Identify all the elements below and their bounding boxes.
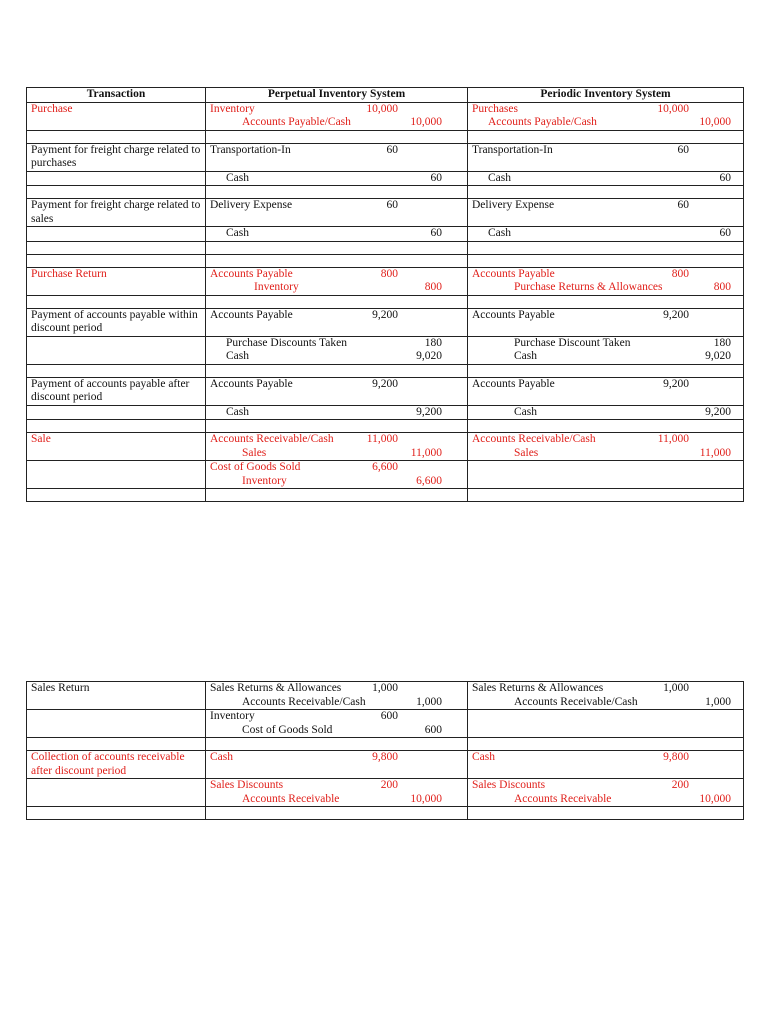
blank-row	[27, 254, 744, 267]
empty-cell	[206, 738, 468, 751]
account-name: Accounts Payable/Cash	[488, 116, 597, 128]
transaction-cell: Payment for freight charge related to purchases	[27, 143, 206, 171]
debit-amount: 6,600	[372, 461, 398, 473]
debit-amount: 9,200	[663, 308, 689, 321]
account-name: Cash	[514, 405, 537, 418]
perpetual-entry	[206, 433, 468, 461]
journal-line	[206, 793, 467, 807]
credit-amount: 1,000	[416, 695, 442, 708]
table-row	[27, 267, 744, 295]
journal-body	[27, 682, 744, 820]
journal-line	[468, 309, 743, 323]
credit-amount: 6,600	[416, 474, 442, 487]
account-name: Purchases	[472, 102, 518, 115]
journal-line	[468, 337, 743, 351]
account-name: Cash	[226, 171, 249, 184]
account-name: Cash	[210, 751, 233, 763]
journal-line	[206, 268, 467, 282]
empty-cell	[468, 364, 744, 377]
account-name: Inventory	[210, 710, 255, 722]
account-name: Cash	[226, 405, 249, 418]
empty-cell	[27, 807, 206, 820]
periodic-entry	[468, 267, 744, 295]
table-row	[27, 336, 744, 364]
account-name: Cost of Goods Sold	[210, 461, 301, 473]
account-name: Delivery Expense	[472, 199, 555, 211]
perpetual-entry	[206, 267, 468, 295]
empty-cell	[468, 254, 744, 267]
table-row	[27, 102, 744, 130]
debit-amount: 9,200	[372, 377, 398, 390]
debit-amount: 11,000	[657, 433, 689, 445]
journal-line	[468, 378, 743, 392]
account-name: Purchase Returns & Allowances	[514, 281, 663, 293]
credit-amount: 800	[713, 281, 731, 293]
journal-line	[206, 116, 467, 130]
blank-row	[27, 241, 744, 254]
table-row	[27, 682, 744, 710]
empty-cell	[206, 254, 468, 267]
credit-amount: 11,000	[410, 446, 442, 459]
blank-row	[27, 807, 744, 820]
debit-amount: 9,200	[372, 308, 398, 321]
perpetual-entry	[206, 171, 468, 186]
table-row	[27, 433, 744, 461]
credit-amount: 9,020	[705, 350, 731, 362]
journal-line	[206, 103, 467, 117]
perpetual-entry	[206, 336, 468, 364]
header-perpetual: Perpetual Inventory System	[206, 88, 468, 103]
periodic-entry	[468, 710, 744, 738]
transaction-cell	[27, 336, 206, 364]
debit-amount: 11,000	[366, 433, 398, 445]
table-row	[27, 710, 744, 738]
empty-cell	[468, 489, 744, 502]
journal-line	[206, 751, 467, 765]
transaction-cell	[27, 461, 206, 489]
transaction-cell: Payment of accounts payable after discount period	[27, 377, 206, 405]
credit-amount: 9,200	[416, 405, 442, 418]
table-row	[27, 405, 744, 420]
perpetual-entry	[206, 461, 468, 489]
account-name: Transportation-In	[210, 143, 291, 156]
header-transaction: Transaction	[27, 88, 206, 103]
journal-line	[206, 199, 467, 213]
blank-row	[27, 130, 744, 143]
journal-line	[206, 475, 467, 489]
account-name: Accounts Payable/Cash	[242, 116, 351, 128]
periodic-entry	[468, 682, 744, 710]
account-name: Accounts Payable	[210, 308, 293, 321]
periodic-entry	[468, 336, 744, 364]
periodic-entry	[468, 433, 744, 461]
credit-amount: 180	[713, 336, 731, 349]
debit-amount: 200	[671, 779, 689, 791]
transaction-cell: Purchase	[27, 102, 206, 130]
empty-cell	[206, 241, 468, 254]
empty-cell	[468, 738, 744, 751]
debit-amount: 200	[380, 779, 398, 791]
transaction-cell: Payment for freight charge related to sales	[27, 199, 206, 227]
empty-cell	[27, 186, 206, 199]
perpetual-entry	[206, 751, 468, 779]
journal-line	[206, 337, 467, 351]
account-name: Inventory	[210, 102, 255, 115]
sales-journal-table	[26, 681, 744, 820]
account-name: Purchase Discount Taken	[514, 336, 631, 349]
journal-line	[468, 433, 743, 447]
debit-amount: 60	[386, 199, 398, 211]
account-name: Sales Discounts	[210, 779, 284, 791]
account-name: Cash	[226, 227, 249, 239]
empty-cell	[206, 420, 468, 433]
periodic-entry	[468, 308, 744, 336]
empty-cell	[206, 295, 468, 308]
credit-amount: 10,000	[410, 116, 442, 128]
table-header-row	[27, 88, 744, 103]
transaction-cell	[27, 779, 206, 807]
journal-line	[206, 144, 467, 158]
account-name: Cash	[226, 350, 249, 362]
account-name: Cash	[472, 751, 495, 763]
journal-line	[468, 103, 743, 117]
account-name: Transportation-In	[472, 143, 553, 156]
empty-cell	[468, 241, 744, 254]
perpetual-entry	[206, 199, 468, 227]
transaction-cell	[27, 171, 206, 186]
periodic-entry	[468, 102, 744, 130]
blank-row	[27, 186, 744, 199]
debit-amount: 9,200	[663, 377, 689, 390]
account-name: Sales Returns & Allowances	[472, 682, 604, 694]
account-name: Sales Returns & Allowances	[210, 682, 342, 694]
transaction-cell: Sales Return	[27, 682, 206, 710]
table-row	[27, 227, 744, 242]
account-name: Cost of Goods Sold	[242, 723, 333, 736]
journal-line	[206, 350, 467, 364]
table-row	[27, 308, 744, 336]
empty-cell	[468, 807, 744, 820]
debit-amount: 9,800	[663, 751, 689, 763]
debit-amount: 1,000	[663, 682, 689, 694]
perpetual-entry	[206, 143, 468, 171]
table-row	[27, 199, 744, 227]
perpetual-entry	[206, 682, 468, 710]
journal-line	[468, 682, 743, 696]
account-name: Cash	[514, 350, 537, 362]
credit-amount: 10,000	[699, 116, 731, 128]
account-name: Sales Discounts	[472, 779, 546, 791]
empty-cell	[206, 130, 468, 143]
periodic-entry	[468, 751, 744, 779]
blank-row	[27, 295, 744, 308]
empty-cell	[468, 420, 744, 433]
account-name: Accounts Receivable/Cash	[514, 695, 638, 708]
blank-row	[27, 738, 744, 751]
empty-cell	[206, 807, 468, 820]
account-name: Accounts Receivable/Cash	[472, 433, 596, 445]
credit-amount: 60	[430, 227, 442, 239]
account-name: Inventory	[254, 281, 299, 293]
account-name: Sales	[242, 446, 267, 459]
periodic-entry	[468, 143, 744, 171]
table-row	[27, 171, 744, 186]
periodic-entry	[468, 227, 744, 242]
credit-amount: 10,000	[699, 792, 731, 805]
credit-amount: 600	[424, 723, 442, 736]
journal-body	[27, 102, 744, 502]
account-name: Accounts Receivable/Cash	[210, 433, 334, 445]
journal-line	[206, 172, 467, 186]
account-name: Accounts Payable	[472, 377, 555, 390]
perpetual-entry	[206, 102, 468, 130]
periodic-entry	[468, 199, 744, 227]
empty-cell	[468, 186, 744, 199]
empty-cell	[27, 420, 206, 433]
debit-amount: 60	[677, 143, 689, 156]
empty-cell	[468, 295, 744, 308]
journal-line	[206, 227, 467, 241]
perpetual-entry	[206, 227, 468, 242]
empty-cell	[206, 489, 468, 502]
perpetual-entry	[206, 779, 468, 807]
journal-line	[206, 710, 467, 724]
transaction-cell: Purchase Return	[27, 267, 206, 295]
periodic-entry	[468, 405, 744, 420]
debit-amount: 1,000	[372, 682, 398, 694]
debit-amount: 9,800	[372, 751, 398, 763]
journal-line	[468, 779, 743, 793]
credit-amount: 60	[719, 227, 731, 239]
empty-cell	[27, 364, 206, 377]
perpetual-entry	[206, 308, 468, 336]
transaction-cell: Payment of accounts payable within discount period	[27, 308, 206, 336]
credit-amount: 10,000	[410, 792, 442, 805]
journal-line	[468, 144, 743, 158]
empty-cell	[206, 186, 468, 199]
header-periodic: Periodic Inventory System	[468, 88, 744, 103]
perpetual-entry	[206, 710, 468, 738]
inventory-journal-table	[26, 87, 744, 502]
account-name: Accounts Receivable	[514, 792, 612, 805]
account-name: Inventory	[242, 474, 287, 487]
journal-line	[468, 116, 743, 130]
credit-amount: 60	[430, 171, 442, 184]
journal-line	[206, 724, 467, 738]
journal-line	[206, 461, 467, 475]
journal-line	[468, 268, 743, 282]
account-name: Accounts Receivable/Cash	[242, 695, 366, 708]
credit-amount: 1,000	[705, 695, 731, 708]
credit-amount: 60	[719, 171, 731, 184]
account-name: Accounts Payable	[210, 377, 293, 390]
periodic-entry	[468, 461, 744, 489]
table-row	[27, 143, 744, 171]
transaction-cell: Sale	[27, 433, 206, 461]
journal-line	[206, 682, 467, 696]
transaction-cell	[27, 405, 206, 420]
account-name: Accounts Payable	[472, 267, 555, 280]
account-name: Cash	[488, 171, 511, 184]
table-row	[27, 377, 744, 405]
empty-cell	[27, 130, 206, 143]
debit-amount: 60	[677, 199, 689, 211]
blank-row	[27, 489, 744, 502]
journal-line	[206, 447, 467, 461]
account-name: Accounts Receivable	[242, 792, 340, 805]
journal-line	[206, 779, 467, 793]
empty-cell	[27, 489, 206, 502]
empty-cell	[27, 738, 206, 751]
credit-amount: 9,200	[705, 405, 731, 418]
table-row	[27, 461, 744, 489]
journal-line	[206, 378, 467, 392]
journal-line	[468, 172, 743, 186]
perpetual-entry	[206, 405, 468, 420]
account-name: Accounts Payable	[210, 267, 293, 280]
debit-amount: 800	[671, 267, 689, 280]
credit-amount: 800	[424, 281, 442, 293]
journal-line	[206, 281, 467, 295]
debit-amount: 10,000	[366, 102, 398, 115]
journal-line	[468, 793, 743, 807]
account-name: Delivery Expense	[210, 199, 293, 211]
journal-line	[468, 350, 743, 364]
transaction-cell	[27, 710, 206, 738]
journal-line	[468, 406, 743, 420]
periodic-entry	[468, 779, 744, 807]
transaction-cell	[27, 227, 206, 242]
journal-line	[206, 696, 467, 710]
journal-line	[468, 447, 743, 461]
debit-amount: 60	[386, 143, 398, 156]
account-name: Cash	[488, 227, 511, 239]
account-name: Sales	[514, 446, 539, 459]
empty-cell	[27, 254, 206, 267]
perpetual-entry	[206, 377, 468, 405]
account-name: Purchase Discounts Taken	[226, 336, 347, 349]
journal-line	[468, 751, 743, 765]
debit-amount: 800	[380, 267, 398, 280]
journal-line	[468, 227, 743, 241]
debit-amount: 600	[380, 710, 398, 722]
journal-line	[206, 406, 467, 420]
journal-line	[206, 309, 467, 323]
credit-amount: 11,000	[699, 446, 731, 459]
journal-line	[468, 199, 743, 213]
periodic-entry	[468, 377, 744, 405]
empty-cell	[206, 364, 468, 377]
table-row	[27, 751, 744, 779]
blank-row	[27, 420, 744, 433]
account-name: Accounts Payable	[472, 308, 555, 321]
journal-line	[468, 281, 743, 295]
periodic-entry	[468, 171, 744, 186]
empty-cell	[468, 130, 744, 143]
empty-cell	[27, 241, 206, 254]
journal-line	[468, 696, 743, 710]
table-row	[27, 779, 744, 807]
empty-cell	[27, 295, 206, 308]
debit-amount: 10,000	[657, 102, 689, 115]
transaction-cell: Collection of accounts receivable after discount period	[27, 751, 206, 779]
credit-amount: 180	[424, 336, 442, 349]
journal-line	[206, 433, 467, 447]
blank-row	[27, 364, 744, 377]
credit-amount: 9,020	[416, 350, 442, 362]
